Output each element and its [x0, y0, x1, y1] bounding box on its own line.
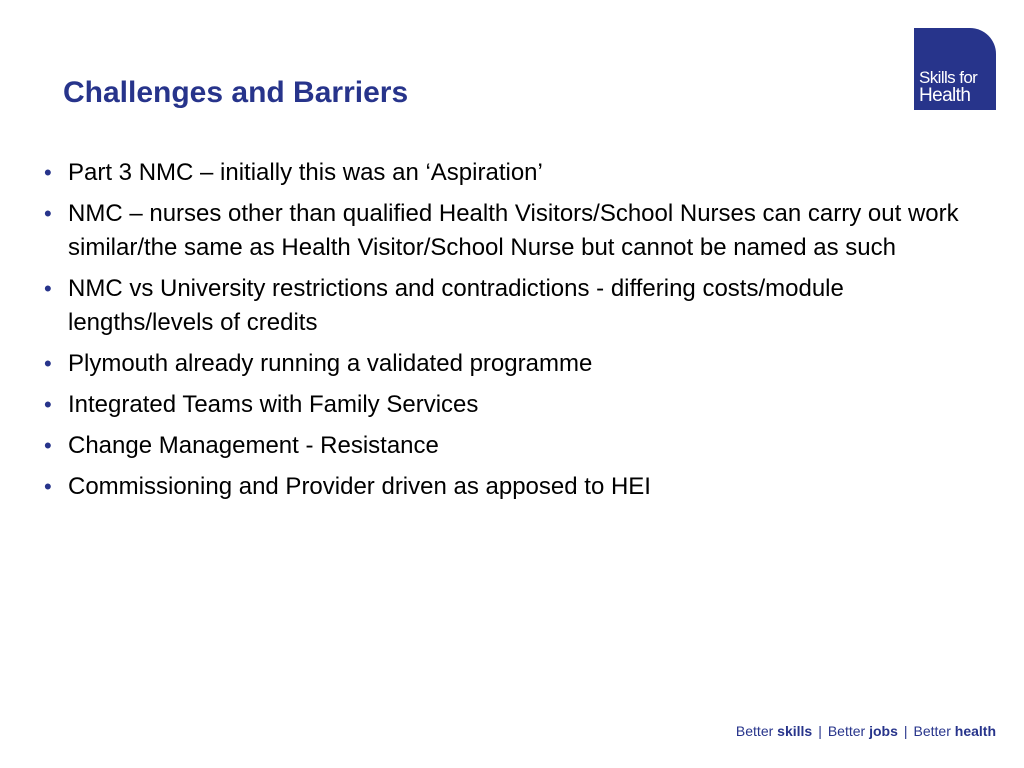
logo-line-1: Skills for [919, 68, 978, 87]
footer-skills: skills [777, 723, 813, 739]
logo-line-2: Health [919, 85, 971, 106]
footer-tagline [736, 723, 996, 739]
footer-better-3: Better [913, 723, 955, 739]
footer-better-2: Better [827, 723, 870, 739]
bullet-text: Integrated Teams with Family Services [68, 391, 479, 418]
footer-separator-2: | [903, 723, 908, 739]
bullet-marker: • [44, 276, 52, 301]
footer-jobs: jobs [869, 723, 898, 739]
bullet-marker: • [44, 392, 52, 417]
bullet-text: Plymouth already running a validated programme [68, 350, 593, 377]
bullet-text: Part 3 NMC – initially this was an ‘Aspiration’ [68, 159, 543, 186]
bullet-item [44, 429, 964, 463]
footer-separator-1: | [818, 723, 822, 739]
footer-better-1: Better [735, 723, 778, 739]
bullet-item [44, 156, 964, 190]
bullet-item [44, 197, 964, 265]
bullet-item [44, 347, 964, 381]
bullet-text: Commissioning and Provider driven as apposed to HEI [68, 473, 651, 500]
bullet-marker: • [44, 201, 52, 226]
bullet-text: NMC vs University restrictions and contradictions - differing costs/module lengths/levels of credits [68, 275, 844, 336]
bullet-item [44, 470, 964, 504]
bullet-marker: • [44, 474, 52, 499]
skills-for-health-logo [914, 28, 996, 110]
bullet-marker: • [44, 351, 52, 376]
footer-health: health [954, 723, 996, 739]
bullet-item [44, 272, 964, 340]
bullet-text: NMC – nurses other than qualified Health Visitors/School Nurses can carry out work similar/the same as Health Visitor/School Nurse but cannot be named as such [68, 200, 959, 261]
bullet-list [44, 156, 964, 511]
slide-title: Challenges and Barriers [63, 76, 409, 109]
bullet-marker: • [44, 160, 52, 185]
bullet-text: Change Management - Resistance [68, 432, 439, 459]
bullet-marker: • [44, 433, 52, 458]
bullet-item [44, 388, 964, 422]
